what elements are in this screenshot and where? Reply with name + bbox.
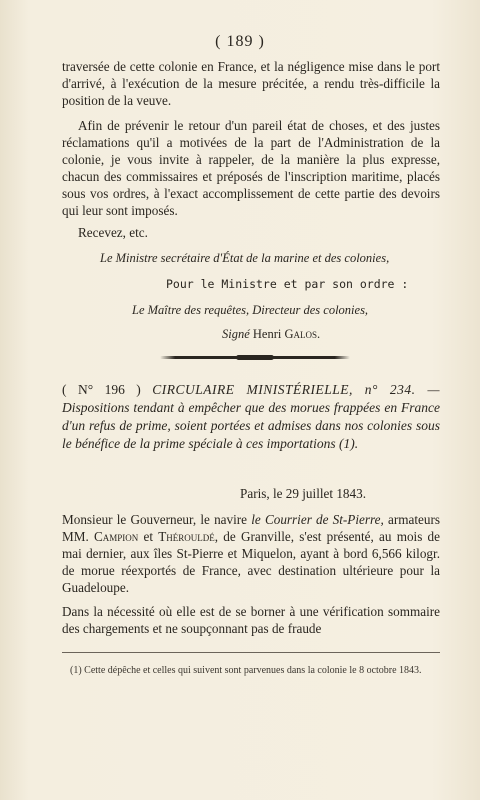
text-segment: Monsieur le Gouverneur, le navire (62, 512, 252, 527)
owner-name: Campion (93, 529, 139, 544)
paragraph-instructions: Afin de prévenir le retour d'un pareil état de choses, et des justes réclamations qu'il a motivées de la part de l'Administration de la colonie, je vous invite à rappeler, de la manière la plus expresse, chacun des commissaires et préposés de l'inscription maritime, placés sous vos ordres, à l'exact accomplissement de cette partie des devoirs qui leur sont imposés. (62, 118, 440, 218)
signature-minister-title: Le Ministre secrétaire d'État de la marine et des colonies, (100, 251, 390, 265)
ship-name: le Courrier de St-Pierre, (251, 512, 384, 527)
paragraph-continued: traversée de cette colonie en France, et la négligence mise dans le port d'arrivé, à l'exécution de la mesure précitée, a rendu très-difficile la position de la veuve. (62, 59, 440, 108)
text-segment: , de Granville, s'est présenté, au mois de mai dernier, aux îles St-Pierre et Miquelon, ayant à bord 6,566 kilogr. de morue réexportés de France, avec destination ultérieure pour la Guadeloupe. (62, 529, 440, 595)
paragraph-ship-report (62, 511, 440, 596)
circular-title: CIRCULAIRE MINISTÉRIELLE, n° 234. — (152, 382, 440, 397)
signature-director-title: Le Maître des requêtes, Directeur des colonies, (132, 303, 369, 317)
circular-date: Paris, le 29 juillet 1843. (240, 486, 367, 501)
owner-name: Thérouldé (158, 529, 215, 544)
signed-first-name: Henri (252, 327, 282, 341)
signature-signed-name (222, 326, 320, 342)
page-number: ( 189 ) (215, 33, 265, 50)
signed-last-name: Galos. (284, 327, 321, 341)
signature-on-behalf: Pour le Ministre et par son ordre : (166, 277, 409, 291)
circular-heading (62, 381, 440, 453)
footnote-divider (62, 652, 440, 653)
circular-number: ( N° 196 ) (62, 382, 141, 397)
text-segment: et (138, 529, 159, 544)
circular-subtitle: Dispositions tendant à empêcher que des morues frappées en France d'un refus de prime, soient portées et admises dans nos colonies sous le bénéfice de la prime spéciale à ces importations (1). (62, 400, 440, 451)
text-segment: armateurs MM. (62, 512, 440, 544)
paragraph-verification: Dans la nécessité où elle est de se borner à une vérification sommaire des chargements et ne soupçonnant pas de fraude (62, 604, 440, 636)
closing-formula: Recevez, etc. (78, 225, 148, 240)
section-divider (160, 356, 350, 359)
footnote: (1) Cette dépêche et celles qui suivent sont parvenues dans la colonie le 8 octobre 1843. (70, 665, 422, 676)
signed-prefix: Signé (222, 327, 250, 341)
